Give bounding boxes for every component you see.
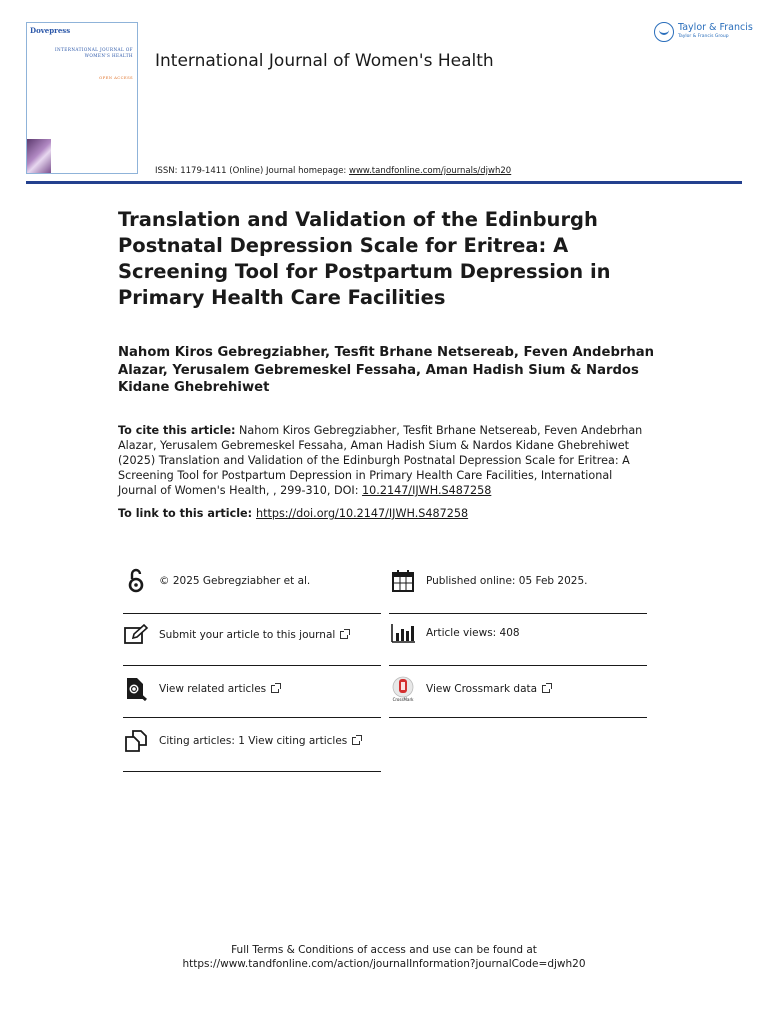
- article-views-cell: [390, 620, 520, 646]
- article-title: Translation and Validation of the Edinburgh Postnatal Depression Scale for Eritrea: A Screening Tool for Postpartum Depression in Primary Health Care Facilities: [118, 208, 611, 309]
- cover-image: [27, 139, 51, 173]
- footer-terms-link[interactable]: https://www.tandfonline.com/action/journalInformation?journalCode=djwh20: [182, 958, 586, 970]
- footer-line-1: Full Terms & Conditions of access and use can be found at: [231, 944, 537, 956]
- published-cell: [390, 568, 587, 594]
- issn-line: [155, 166, 511, 176]
- divider: [123, 665, 381, 666]
- copyright-text: © 2025 Gebregziabher et al.: [159, 575, 311, 587]
- article-doi-link[interactable]: https://doi.org/10.2147/IJWH.S487258: [256, 507, 469, 520]
- divider: [123, 717, 381, 718]
- journal-cover: [26, 22, 138, 174]
- article-authors: Nahom Kiros Gebregziabher, Tesfit Brhane Netsereab, Feven Andebrhan Alazar, Yerusalem Gebremeskel Fessaha, Aman Hadish Sium & Nardos Kidane Ghebrehiwet: [118, 345, 655, 395]
- article-views-text: Article views: 408: [426, 627, 520, 639]
- edit-icon: [123, 622, 149, 648]
- related-articles-text[interactable]: View related articles: [159, 683, 267, 695]
- publisher-logo-text: Taylor & Francis: [678, 22, 753, 33]
- crossmark-link[interactable]: [390, 676, 550, 702]
- copyright-cell: [123, 568, 310, 594]
- cover-journal-name: INTERNATIONAL JOURNAL OF WOMEN'S HEALTH: [55, 47, 133, 58]
- issn-text: ISSN: 1179-1411 (Online) Journal homepage:: [155, 166, 349, 176]
- open-access-icon: [123, 568, 149, 594]
- crossmark-subtext: CrossMark: [392, 697, 414, 702]
- external-link-icon: [271, 685, 279, 693]
- divider: [389, 717, 647, 718]
- cover-open-access: OPEN ACCESS: [99, 75, 133, 80]
- external-link-icon: [542, 685, 550, 693]
- divider: [123, 771, 381, 772]
- citing-articles-text[interactable]: Citing articles: 1 View citing articles: [159, 735, 348, 747]
- crossmark-text[interactable]: View Crossmark data: [426, 683, 538, 695]
- publisher-logo[interactable]: [654, 22, 753, 42]
- cite-label: To cite this article:: [118, 424, 236, 437]
- divider: [389, 665, 647, 666]
- bar-chart-icon: [390, 620, 416, 646]
- link-label: To link to this article:: [118, 507, 256, 520]
- crossmark-icon: [390, 676, 416, 702]
- citing-icon: [123, 728, 149, 754]
- related-articles-link[interactable]: [123, 676, 279, 702]
- cite-text: Nahom Kiros Gebregziabher, Tesfit Brhane Netsereab, Feven Andebrhan Alazar, Yerusalem Gebremeskel Fessaha, Aman Hadish Sium & Nardos Kidane Ghebrehiwet (2025) Translation and Validation of the Edinburgh Postnatal Depression Scale for Eritrea: A Screening Tool for Postpartum Depression in Primary Health Care Facilities, International Journal of Women's Health, , 299-310, DOI:: [118, 424, 643, 497]
- journal-homepage-link[interactable]: www.tandfonline.com/journals/djwh20: [349, 166, 512, 176]
- citing-articles-link[interactable]: [123, 728, 360, 754]
- calendar-icon: [390, 568, 416, 594]
- external-link-icon: [352, 737, 360, 745]
- cite-doi-link[interactable]: 10.2147/IJWH.S487258: [362, 484, 492, 497]
- divider: [389, 613, 647, 614]
- external-link-icon: [340, 631, 348, 639]
- submit-article-link[interactable]: [123, 622, 348, 648]
- search-document-icon: [123, 676, 149, 702]
- footer-terms: [0, 943, 768, 971]
- journal-title: International Journal of Women's Health: [155, 51, 494, 71]
- publisher-logo-subtext: Taylor & Francis Group: [678, 34, 729, 39]
- cover-publisher: Dovepress: [30, 26, 71, 35]
- divider: [123, 613, 381, 614]
- taylor-francis-logo-icon: [654, 22, 674, 42]
- header-rule: [26, 181, 742, 184]
- submit-text[interactable]: Submit your article to this journal: [159, 629, 336, 641]
- citation-block: [118, 423, 643, 498]
- article-link-line: [118, 507, 468, 520]
- published-text: Published online: 05 Feb 2025.: [426, 575, 588, 587]
